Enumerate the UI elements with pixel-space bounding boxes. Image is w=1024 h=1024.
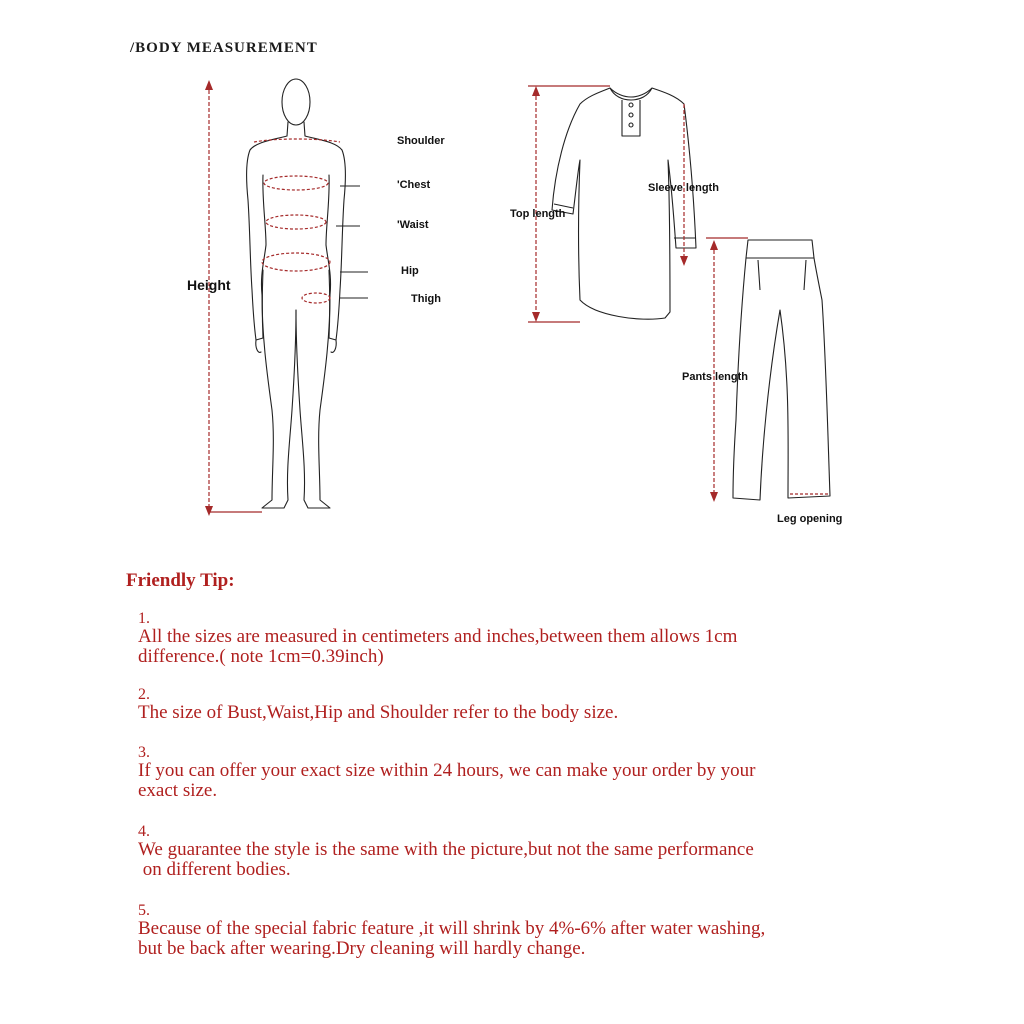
tip-line: but be back after wearing.Dry cleaning will hardly change. — [138, 938, 586, 959]
tip-line: All the sizes are measured in centimeters and inches,between them allows 1cm — [138, 626, 738, 647]
height-label: Height — [187, 277, 231, 293]
chest-label: 'Chest — [397, 179, 431, 191]
tip-line: We guarantee the style is the same with the picture,but not the same performance — [138, 839, 754, 860]
pants-length-label: Pants length — [682, 371, 749, 383]
hip-label: Hip — [401, 265, 419, 277]
tip-number: 1. — [138, 610, 150, 627]
tip-line: on different bodies. — [138, 859, 291, 880]
tip-item-1 — [138, 610, 918, 667]
body-measurement-heading: /BODY MEASUREMENT — [130, 40, 318, 56]
tip-number: 2. — [138, 686, 150, 703]
top-length-label: Top length — [510, 208, 566, 220]
tip-number: 5. — [138, 902, 150, 919]
tip-line: exact size. — [138, 780, 218, 801]
thigh-label: Thigh — [411, 293, 441, 305]
leg-opening-label: Leg opening — [777, 513, 843, 525]
shoulder-label: Shoulder — [397, 135, 445, 147]
tip-item-2 — [138, 686, 918, 723]
tip-item-5 — [138, 902, 918, 959]
tip-number: 4. — [138, 823, 150, 840]
tip-line: difference.( note 1cm=0.39inch) — [138, 646, 384, 667]
waist-label: 'Waist — [397, 219, 429, 231]
friendly-tip-title: Friendly Tip: — [126, 570, 235, 591]
tip-line: If you can offer your exact size within 24 hours, we can make your order by your — [138, 760, 756, 781]
tip-number: 3. — [138, 744, 150, 761]
tip-line: The size of Bust,Waist,Hip and Shoulder refer to the body size. — [138, 702, 619, 723]
tip-line: Because of the special fabric feature ,it will shrink by 4%-6% after water washing, — [138, 918, 766, 939]
tip-item-4 — [138, 823, 918, 880]
tip-item-3 — [138, 744, 918, 801]
sleeve-length-label: Sleeve length — [648, 182, 719, 194]
